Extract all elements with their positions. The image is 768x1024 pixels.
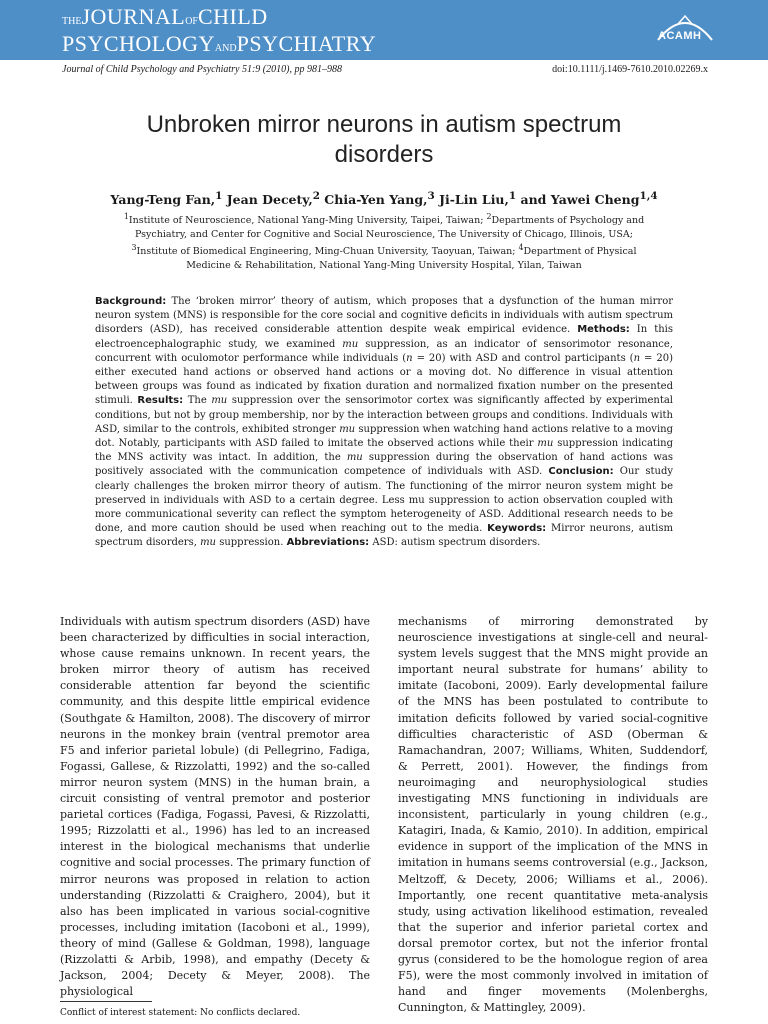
author-name: Ji-Lin Liu,	[434, 192, 509, 208]
abstract-text: In this electroencephalographic study, we examined	[95, 324, 673, 350]
author-name: and Yawei Cheng	[516, 192, 640, 208]
footnote-divider	[60, 1001, 152, 1002]
journal-of: OF	[185, 16, 198, 27]
author-affil-mark: 2	[312, 190, 320, 202]
journal-psychology: PSYCHOLOGY	[62, 31, 215, 56]
affil-text: Psychiatry, and Center for Cognitive and Social Neuroscience, The University of Chicago, Illinois, USA;	[135, 228, 633, 240]
abstract-text: ASD: autism spectrum disorders.	[369, 537, 541, 549]
abstract	[95, 295, 673, 551]
doi[interactable]: doi:10.1111/j.1469-7610.2010.02269.x	[552, 64, 708, 75]
affil-text: Department of Physical	[523, 246, 637, 258]
journal-the: THE	[62, 16, 82, 27]
abstract-keywords-label: Keywords:	[487, 523, 547, 535]
affil-text: Institute of Neuroscience, National Yang-Ming University, Taipei, Taiwan;	[128, 215, 487, 227]
paper-title	[60, 110, 708, 170]
abstract-n: n	[633, 352, 641, 364]
abstract-abbreviations-label: Abbreviations:	[286, 537, 370, 549]
abstract-text: suppression, as an indicator of sensorimotor resonance, concurrent with oculomotor performance while individuals (	[95, 338, 673, 364]
journal-logo-wordmark	[62, 6, 376, 60]
abstract-background-label: Background:	[95, 296, 167, 307]
affiliations	[100, 210, 668, 272]
abstract-mu: mu	[339, 423, 356, 435]
abstract-text: suppression when watching hand actions relative to a moving dot. Notably, participants with ASD failed to imitate the observed actions while their	[95, 423, 673, 450]
citation: Journal of Child Psychology and Psychiatry 51:9 (2010), pp 981–988	[62, 64, 342, 75]
title-line-1: Unbroken mirror neurons in autism spectrum	[146, 111, 622, 138]
abstract-text: = 20) either executed hand actions or observed hand actions or a moving dot. No difference in visual attention between groups was found as indicated by fixation duration and normalized fixation number on the presented stimuli.	[95, 352, 673, 407]
author-name: Jean Decety,	[222, 192, 313, 208]
abstract-mu: mu	[537, 438, 554, 450]
abstract-n: n	[406, 352, 413, 364]
affil-text: Departments of Psychology and	[491, 215, 645, 227]
body-column-left: Individuals with autism spectrum disorders (ASD) have been characterized by difficulties in social interaction, whose cause remains unknown. In recent years, the broken mirror theory of autism has received considerable attention far beyond the scientific community, and this despite little empirical evidence (Southgate & Hamilton, 2008). The discovery of mirror neurons in the monkey brain (ventral premotor area F5 and inferior parietal lobule) (di Pellegrino, Fadiga, Fogassi, Gallese, & Rizzolatti, 1992) and the so-called mirror neuron system (MNS) in the human brain, a circuit consisting of ventral premotor and posterior parietal cortices (Fadiga, Fogassi, Pavesi, & Rizzolatti, 1995; Rizzolatti et al., 1996) has led to an increased interest in the biological mechanisms that underlie cognitive and social processes. The primary function of mirror neurons was proposed in relation to action understanding (Rizzolatti & Craighero, 2004), but it also has been implicated in various social-cognitive processes, including imitation (Iacoboni et al., 1999), theory of mind (Gallese & Goldman, 1998), language (Rizzolatti & Arbib, 1998), and empathy (Decety & Jackson, 2004; Decety & Meyer, 2008). The physiological	[60, 615, 370, 999]
affil-mark: 4	[518, 243, 524, 253]
author-name: Chia-Yen Yang,	[319, 192, 428, 208]
abstract-mu: mu	[342, 338, 359, 350]
journal-and: AND	[214, 43, 237, 54]
footnote: Conflict of interest statement: No conflicts declared.	[60, 1008, 301, 1018]
abstract-text: suppression over the sensorimotor cortex was significantly affected by experimental conditions, but not by group membership, nor by the interaction between groups and conditions. Individuals with ASD, similar to the controls, exhibited stronger	[95, 395, 673, 435]
abstract-text: Mirror neurons, autism spectrum disorders,	[95, 523, 673, 549]
abstract-mu: mu	[211, 395, 228, 407]
abstract-mu: mu	[200, 537, 217, 549]
abstract-methods-label: Methods:	[577, 324, 630, 336]
affil-mark: 2	[486, 212, 492, 221]
abstract-text: suppression during the observation of hand actions was positively associated with the communication competence of individuals with ASD.	[95, 452, 673, 478]
abstract-text: = 20) with ASD and control participants (	[412, 352, 634, 364]
abstract-text: suppression.	[216, 537, 287, 549]
author-affil-mark: 1,4	[639, 190, 658, 202]
journal-child: CHILD	[197, 4, 268, 29]
affil-mark: 3	[131, 243, 137, 253]
title-line-2: disorders	[334, 141, 434, 168]
abstract-conclusion-label: Conclusion:	[548, 466, 614, 478]
acamh-logo-text: ACAMH	[658, 30, 702, 42]
author-affil-mark: 1	[508, 190, 517, 202]
affil-text: Institute of Biomedical Engineering, Ming-Chuan University, Taoyuan, Taiwan;	[136, 246, 519, 258]
abstract-mu: mu	[346, 452, 363, 464]
author-affil-mark: 3	[427, 190, 435, 202]
body-column-right: mechanisms of mirroring demonstrated by neuroscience investigations at single-cell and neural-system levels suggest that the MNS might provide an important neural substrate for humans’ ability to imitate (Iacoboni, 2009). Early developmental failure of the MNS has been postulated to contribute to imitation deficits followed by varied social-cognitive difficulties characteristic of ASD (Oberman & Ramachandran, 2007; Williams, Whiten, Suddendorf, & Perrett, 2001). However, the findings from neuroimaging and neurophysiological studies investigating MNS functioning in individuals are inconsistent, particularly in young children (e.g., Katagiri, Inada, & Kamio, 2010). In addition, empirical evidence in support of the implication of the MNS in imitation in humans seems controversial (e.g., Jackson, Meltzoff, & Decety, 2006; Williams et al., 2006). Importantly, one recent quantitative meta-analysis study, using activation likelihood estimation, revealed that the superior and inferior parietal cortex and dorsal premotor cortex, but not the inferior frontal gyrus (considered to be the homologue region of area F5), were the most commonly involved in imitation of hand and finger movements (Molenberghs, Cunnington, & Mattingley, 2009).	[398, 615, 708, 1015]
abstract-text: suppression indicating the MNS activity was intact. In addition, the	[95, 438, 673, 464]
affil-mark: 1	[123, 212, 129, 221]
abstract-text: Our study clearly challenges the broken mirror theory of autism. The functioning of the mirror neuron system might be preserved in individuals with ASD to a certain degree. Less mu suppression to action observation coupled with more communicational severity can reflect the symptom heterogeneity of ASD. Additional research needs to be done, and more caution should be used when reaching out to the media.	[95, 466, 673, 535]
abstract-text: The	[183, 395, 212, 407]
abstract-text: The ‘broken mirror’ theory of autism, which proposes that a dysfunction of the human mirror neuron system (MNS) is responsible for the core social and cognitive deficits in individuals with autism spectrum disorders (ASD), has received considerable attention despite weak empirical evidence.	[95, 296, 673, 336]
author-affil-mark: 1	[215, 190, 223, 202]
affil-text: Medicine & Rehabilitation, National Yang-Ming University Hospital, Yilan, Taiwan	[186, 259, 582, 271]
author-name: Yang-Teng Fan,	[110, 192, 216, 208]
journal-word: JOURNAL	[81, 4, 186, 29]
journal-psychiatry: PSYCHIATRY	[236, 31, 377, 56]
author-list	[60, 190, 708, 207]
abstract-results-label: Results:	[137, 395, 184, 407]
